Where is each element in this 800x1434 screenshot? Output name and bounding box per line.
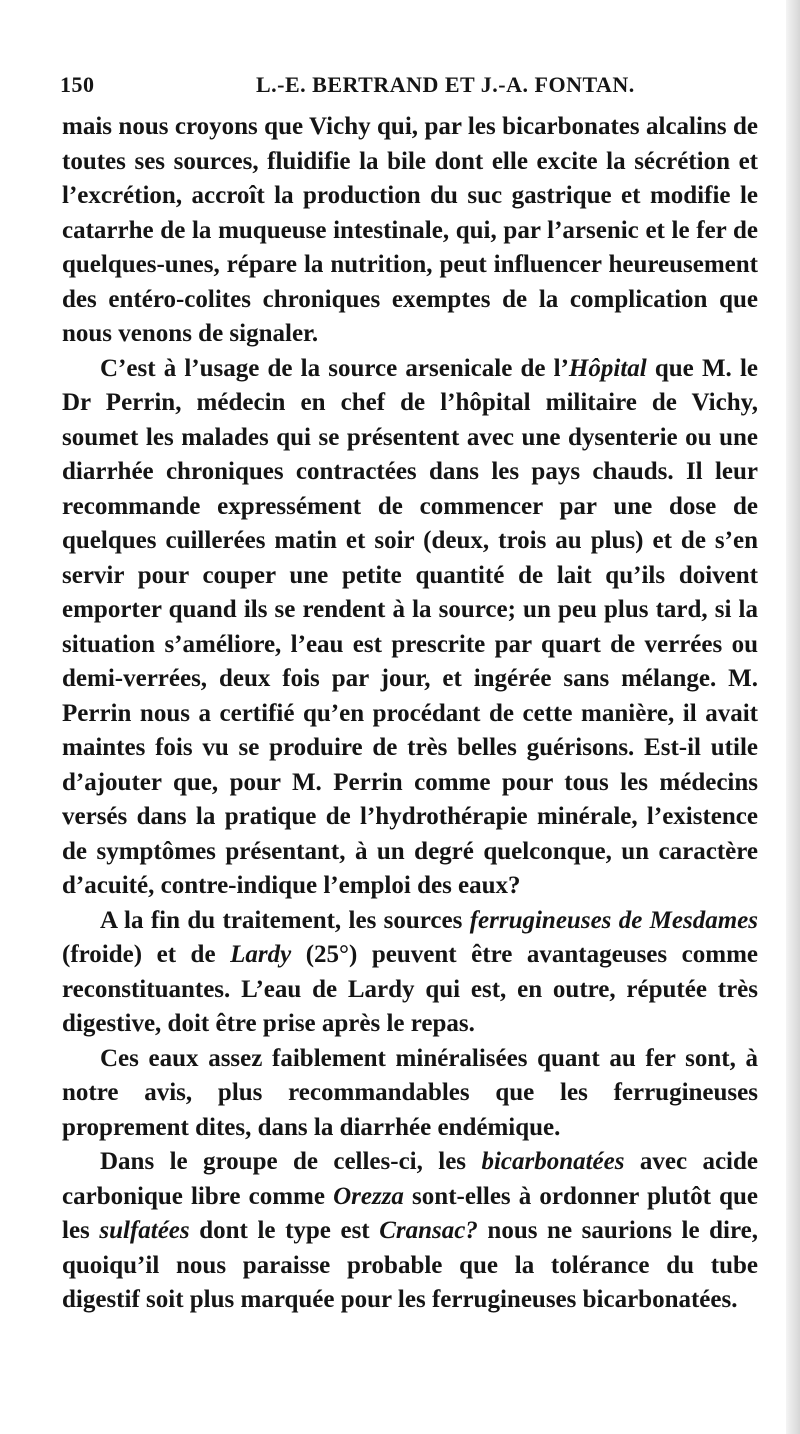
italic-run: Hôpital xyxy=(568,354,647,382)
text-run: avec acide carbonique libre comme xyxy=(62,1148,759,1210)
italic-run: ferrugineuses de Mesdames xyxy=(469,906,759,934)
text-run: dont le type est xyxy=(189,1217,380,1244)
text-run: mais nous croyons que Vichy qui, par les bicarbonates alcalins de toutes ses sources, fluidifie la bile dont elle excite la sécrétion et l’excrétion, accroît la production du suc gastrique et modifie le catarrhe de la muqueuse intestinale, qui, par l’arsenic et le fer de quelques-unes, répare la nutrition, peut influencer heureusement des entéro-colites chroniques exemptes de la complication que nous venons de signaler. xyxy=(62,113,758,347)
italic-run: bicarbonatées xyxy=(481,1148,625,1175)
italic-run: Lardy xyxy=(230,941,292,968)
text-run: (froide) et de xyxy=(62,941,231,968)
italic-run: Cransac? xyxy=(379,1217,478,1244)
paragraph xyxy=(62,904,758,1042)
text-run: C’est à l’usage de la source arsenicale de l’ xyxy=(100,354,569,382)
text-run: (25°) peuvent être avantageuses comme reconstituantes. L’eau de Lardy qui est, en outre, réputée très digestive, doit être prise après le repas. xyxy=(62,941,758,1037)
italic-run: Orezza xyxy=(333,1182,404,1210)
text-run: A la fin du traitement, les sources xyxy=(100,906,470,934)
text-run: sont-elles à ordonner plutôt que les xyxy=(62,1182,758,1244)
text-run: Dans le groupe de celles-ci, les xyxy=(100,1148,482,1175)
text-run: nous ne saurions le dire, quoiqu’il nous paraisse probable que la tolérance du tube digestif soit plus marquée pour les ferrugineuses bicarbonatées. xyxy=(62,1217,758,1313)
italic-run: sulfatées xyxy=(99,1217,190,1244)
running-header xyxy=(60,72,760,106)
page-edge xyxy=(786,0,800,1434)
body-text xyxy=(62,110,758,1318)
text-run: que M. le Dr Perrin, médecin en chef de l’hôpital militaire de Vichy, soumet les malades qui se présentent avec une dysenterie ou une diarrhée chroniques contractées dans les pays chauds. Il leur recommande expressément de commencer par une dose de quelques cuillerées matin et soir (deux, trois au plus) et de s’en servir pour couper une petite quantité de lait qu’ils doivent emporter quand ils se rendent à la source; un peu plus tard, si la situation s’améliore, l’eau est prescrite par quart de verrées ou demi-verrées, deux fois par jour, et ingérée sans mélange. M. Perrin nous a certifié qu’en procédant de cette manière, il avait maintes fois vu se produire de très belles guérisons. Est-il utile d’ajouter que, pour M. Perrin comme pour tous les médecins versés dans la pratique de l’hydrothérapie minérale, l’existence de symptômes présentant, à un degré quelconque, un caractère d’acuité, contre-indique l’emploi des eaux? xyxy=(62,354,758,899)
paragraph xyxy=(62,1042,758,1146)
paragraph xyxy=(62,110,758,352)
text-run: Ces eaux assez faiblement minéralisées quant au fer sont, à notre avis, plus recommandables que les ferrugineuses proprement dites, dans la diarrhée endémique. xyxy=(62,1044,758,1141)
running-title: L.-E. BERTRAND ET J.-A. FONTAN. xyxy=(256,72,635,97)
paragraph xyxy=(62,352,758,904)
paragraph xyxy=(62,1145,758,1318)
page-number: 150 xyxy=(60,72,95,97)
